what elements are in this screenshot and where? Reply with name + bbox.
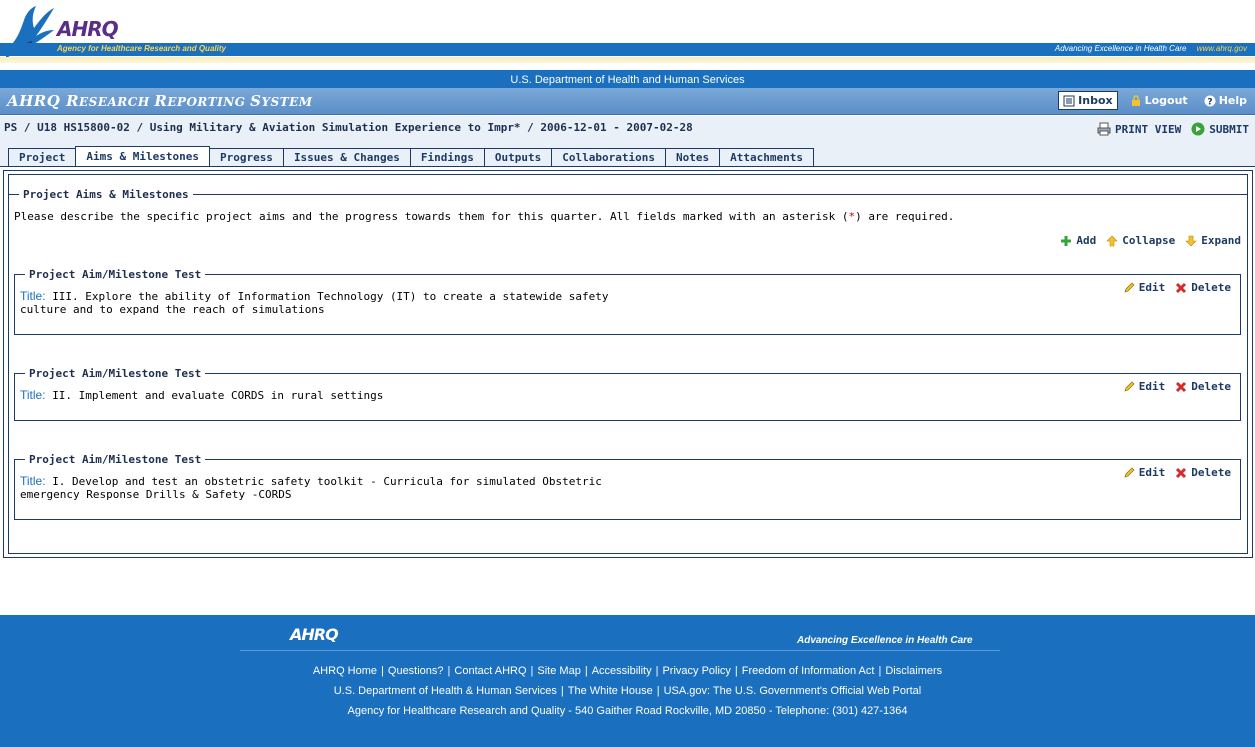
aim-title-label: Title: (20, 388, 46, 402)
aim-title-label: Title: (20, 474, 46, 488)
aim-actions (1123, 380, 1231, 393)
delete-button[interactable] (1175, 380, 1231, 393)
aim-title-text: III. Explore the ability of Information Technology (IT) to create a statewide safety culture and to expand the reach of simulations (20, 290, 609, 316)
title-part: AHRQ R (7, 92, 80, 110)
footer-link[interactable]: The White House (567, 685, 653, 697)
logout-button[interactable] (1126, 92, 1192, 109)
play-circle-icon (1191, 122, 1205, 136)
plus-icon (1060, 235, 1072, 247)
excellence-tagline: Advancing Excellence in Health Care (1054, 44, 1187, 53)
agency-tagline: Agency for Healthcare Research and Quality (57, 44, 226, 53)
tab-issues-changes[interactable]: Issues & Changes (283, 148, 411, 166)
tab-progress[interactable]: Progress (209, 148, 284, 166)
tab-notes[interactable]: Notes (665, 148, 720, 166)
hhs-banner: U.S. Department of Health and Human Services (0, 70, 1255, 88)
footer-link[interactable]: Accessibility (591, 665, 652, 677)
title-part: EPORTING (167, 95, 251, 109)
pencil-icon (1123, 282, 1135, 294)
tab-aims-milestones[interactable]: Aims & Milestones (75, 146, 210, 166)
footer-separator: | (734, 665, 738, 677)
aim-title (20, 475, 620, 501)
tab-attachments[interactable]: Attachments (719, 148, 814, 166)
footer-address: Agency for Healthcare Research and Quality - 540 Gaither Road Rockville, MD 20850 - Telephone: (301) 427-1364 (347, 705, 908, 717)
title-part: S (250, 92, 262, 110)
edit-label: Edit (1138, 380, 1166, 393)
footer-link[interactable]: Contact AHRQ (454, 665, 527, 677)
footer-link[interactable]: Site Map (537, 665, 581, 677)
aim-title (20, 290, 620, 316)
delete-button[interactable] (1175, 281, 1231, 294)
delete-label: Delete (1191, 281, 1231, 294)
aim-title-label: Title: (20, 289, 46, 303)
tab-outputs[interactable]: Outputs (484, 148, 552, 166)
arrow-down-icon (1185, 235, 1197, 247)
aim-actions (1123, 281, 1231, 294)
site-footer (0, 615, 1255, 747)
footer-separator: | (584, 665, 588, 677)
edit-label: Edit (1138, 281, 1166, 294)
submit-button[interactable] (1191, 122, 1249, 136)
print-view-label: PRINT VIEW (1115, 122, 1182, 136)
ahrq-url-link[interactable]: www.ahrq.gov (1196, 44, 1247, 53)
expand-button[interactable] (1185, 234, 1241, 247)
required-asterisk: * (848, 210, 856, 223)
instructions-text: Please describe the specific project aims and the progress towards them for this quarter. All fields marked with an asterisk ( (14, 210, 849, 223)
footer-link[interactable]: Disclaimers (885, 665, 943, 677)
tab-project[interactable]: Project (8, 148, 76, 166)
title-part: R (154, 92, 168, 110)
printer-icon (1097, 122, 1111, 136)
system-title (7, 92, 313, 110)
pencil-icon (1123, 467, 1135, 479)
edit-label: Edit (1138, 466, 1166, 479)
site-header (0, 0, 1255, 70)
aim-title (20, 389, 620, 402)
aim-tools (1060, 234, 1241, 247)
tab-collaborations[interactable]: Collaborations (551, 148, 666, 166)
footer-link[interactable]: U.S. Department of Health & Human Services (333, 685, 557, 697)
pencil-icon (1123, 381, 1135, 393)
aim-actions (1123, 466, 1231, 479)
arrow-up-icon (1106, 235, 1118, 247)
footer-link[interactable]: Questions? (387, 665, 444, 677)
footer-separator: | (381, 665, 384, 677)
footer-ahrq-logo[interactable]: AHRQ (290, 625, 338, 644)
help-icon (1204, 95, 1216, 107)
help-button[interactable] (1200, 92, 1251, 109)
edit-button[interactable] (1123, 380, 1166, 393)
page-actions (1097, 122, 1249, 136)
footer-separator: | (560, 685, 564, 697)
top-nav (1058, 91, 1251, 110)
submit-label: SUBMIT (1209, 122, 1249, 136)
inbox-label: Inbox (1078, 94, 1113, 107)
collapse-label: Collapse (1122, 234, 1176, 247)
aim-legend: Project Aim/Milestone Test (29, 268, 202, 281)
print-view-button[interactable] (1097, 122, 1181, 136)
edit-button[interactable] (1123, 281, 1166, 294)
delete-label: Delete (1191, 380, 1231, 393)
delete-label: Delete (1191, 466, 1231, 479)
aim-title-text: II. Implement and evaluate CORDS in rural settings (52, 389, 384, 402)
footer-separator: | (656, 685, 660, 697)
help-label: Help (1218, 94, 1247, 107)
tab-divider (0, 166, 1255, 167)
aim-legend: Project Aim/Milestone Test (29, 453, 202, 466)
footer-links-secondary (0, 685, 1255, 697)
footer-divider (240, 650, 1000, 651)
logout-label: Logout (1144, 94, 1188, 107)
footer-link[interactable]: Privacy Policy (662, 665, 731, 677)
tab-bar (8, 148, 813, 166)
footer-link[interactable]: AHRQ Home (312, 665, 378, 677)
delete-x-icon (1175, 282, 1187, 294)
breadcrumb: PS / U18 HS15800-02 / Using Military & Aviation Simulation Experience to Impr* / 2006-12-01 - 2007-02-28 (4, 121, 693, 134)
title-part: YSTEM (261, 95, 313, 109)
footer-tagline: Advancing Excellence in Health Care (797, 635, 973, 646)
header-right-tagline (1055, 44, 1247, 53)
instructions-text-end: ) are required. (855, 210, 955, 223)
expand-label: Expand (1201, 234, 1241, 247)
tab-findings[interactable]: Findings (410, 148, 485, 166)
footer-links-primary (0, 665, 1255, 677)
aim-title-text: I. Develop and test an obstetric safety toolkit - Curricula for simulated Obstetric emergency Response Drills & Safety -CORDS (20, 475, 602, 501)
lock-icon (1130, 95, 1142, 107)
footer-separator: | (447, 665, 451, 677)
section-instructions (14, 210, 954, 223)
collapse-button[interactable] (1106, 234, 1175, 247)
system-titlebar (0, 88, 1255, 115)
footer-separator: | (878, 665, 882, 677)
inbox-icon (1063, 95, 1075, 107)
footer-separator: | (530, 665, 534, 677)
inbox-button[interactable] (1058, 91, 1117, 110)
footer-link[interactable]: Freedom of Information Act (741, 665, 875, 677)
svg-text:?: ? (1207, 97, 1213, 107)
header-gold-bar (0, 57, 1255, 63)
footer-separator: | (655, 665, 659, 677)
add-button[interactable] (1060, 234, 1096, 247)
edit-button[interactable] (1123, 466, 1166, 479)
delete-x-icon (1175, 467, 1187, 479)
title-part: ESEARCH (79, 95, 155, 109)
footer-link[interactable]: USA.gov: The U.S. Government's Official Web Portal (663, 685, 922, 697)
delete-x-icon (1175, 381, 1187, 393)
section-legend: Project Aims & Milestones (23, 188, 189, 201)
delete-button[interactable] (1175, 466, 1231, 479)
ahrq-logo[interactable]: AHRQ (57, 17, 118, 41)
aim-legend: Project Aim/Milestone Test (29, 367, 202, 380)
add-label: Add (1076, 234, 1097, 247)
